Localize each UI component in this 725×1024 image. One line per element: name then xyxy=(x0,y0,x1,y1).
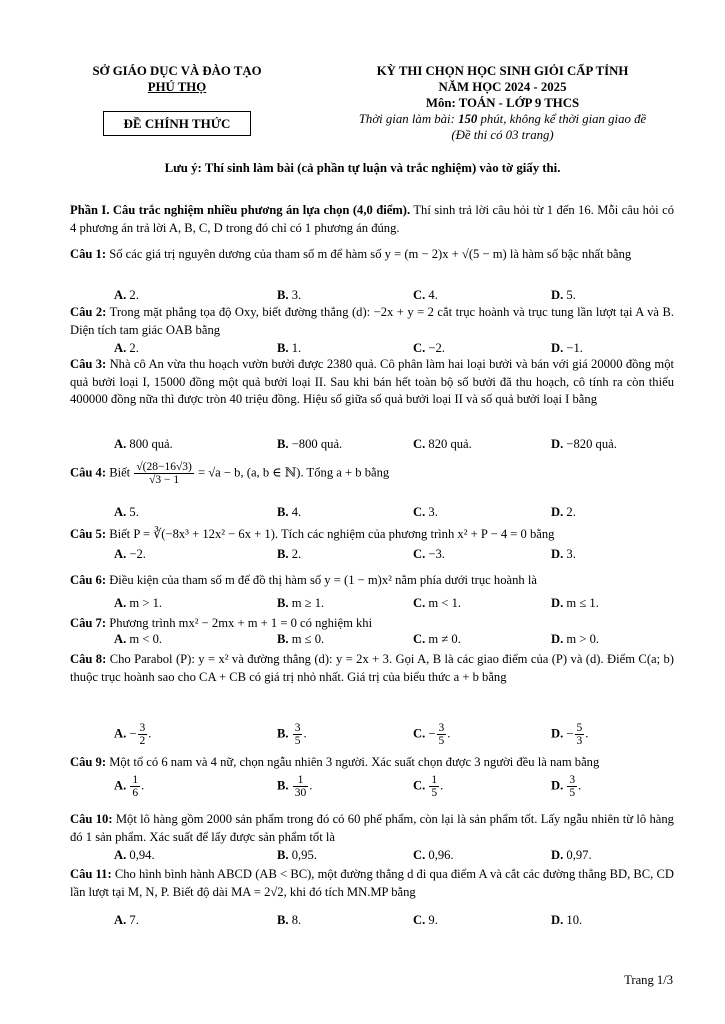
fraction-numerator: √(28−16√3) xyxy=(136,461,192,473)
option-value: m ≤ 0. xyxy=(291,632,325,646)
option-letter: C. xyxy=(413,778,429,793)
fraction-numerator: 1 xyxy=(293,774,309,787)
option-a xyxy=(114,547,146,562)
question-6 xyxy=(70,572,674,590)
option-value: 10. xyxy=(566,913,583,927)
option-period: . xyxy=(447,726,451,741)
option-d xyxy=(551,505,576,520)
option-letter: C. xyxy=(413,848,429,862)
option-value: 3. xyxy=(291,288,302,302)
option-c xyxy=(413,722,450,747)
option-fraction xyxy=(567,774,577,799)
subject-line: Môn: TOÁN - LỚP 9 THCS xyxy=(425,96,580,110)
option-letter: C. xyxy=(413,341,429,355)
question-2 xyxy=(70,304,674,339)
option-fraction xyxy=(437,722,447,747)
option-value: 9. xyxy=(428,913,438,927)
part1-intro xyxy=(70,202,674,237)
option-value: 2. xyxy=(291,547,302,561)
option-a xyxy=(114,774,144,799)
question-text: Một tổ có 6 nam và 4 nữ, chọn ngẫu nhiên 3 người. Xác suất chọn được 3 người đều là nam bằng xyxy=(106,755,600,769)
question-label: Câu 8: xyxy=(70,652,107,666)
fraction-denominator: 5 xyxy=(294,735,301,747)
option-letter: A. xyxy=(114,288,130,302)
question-7 xyxy=(70,615,674,633)
option-a xyxy=(114,632,162,647)
option-a xyxy=(114,722,151,747)
option-c xyxy=(413,505,438,520)
option-value: 800 quả. xyxy=(129,437,173,451)
part1-instructions: Thí sinh trả lời câu hỏi từ 1 đến 16. Mỗi câu hỏi có 4 phương án trả lời A, B, C, D trong đó chỉ có 1 phương án đúng. xyxy=(70,203,674,235)
fraction-numerator: 5 xyxy=(576,722,583,734)
option-b xyxy=(277,913,301,928)
option-value: m > 0. xyxy=(566,632,600,646)
option-value: 2. xyxy=(129,288,139,302)
question-label: Câu 2: xyxy=(70,305,107,319)
exam-header xyxy=(325,63,680,143)
school-year: NĂM HỌC 2024 - 2025 xyxy=(438,80,567,94)
option-letter: C. xyxy=(413,437,429,451)
option-letter: D. xyxy=(551,913,567,927)
option-letter: C. xyxy=(413,505,429,519)
option-d xyxy=(551,596,599,611)
fraction-denominator: 3 xyxy=(576,735,583,747)
option-letter: A. xyxy=(114,505,130,519)
option-letter: A. xyxy=(114,341,130,355)
time-value: 150 xyxy=(458,112,478,126)
option-letter: A. xyxy=(114,547,130,561)
option-sign: − xyxy=(566,726,574,741)
option-value: 3. xyxy=(428,505,438,519)
option-b xyxy=(277,505,301,520)
option-fraction xyxy=(130,774,140,799)
option-letter: A. xyxy=(114,632,130,646)
option-period: . xyxy=(309,778,313,793)
option-value: 5. xyxy=(566,288,576,302)
option-a xyxy=(114,913,139,928)
option-letter: A. xyxy=(114,596,130,610)
question-text: Trong mặt phẳng tọa độ Oxy, biết đường thẳng (d): −2x + y = 2 cắt trục hoành và trục tung lần lượt tại A và B. Diện tích tam giác OAB bằng xyxy=(70,305,674,337)
option-c xyxy=(413,632,461,647)
option-letter: A. xyxy=(114,437,130,451)
option-b xyxy=(277,288,301,303)
option-c xyxy=(413,341,445,356)
option-a xyxy=(114,288,139,303)
option-letter: B. xyxy=(277,848,292,862)
pages-note: (Đề thi có 03 trang) xyxy=(451,128,554,142)
question-label: Câu 10: xyxy=(70,812,113,826)
option-letter: B. xyxy=(277,288,292,302)
option-d xyxy=(551,288,576,303)
option-value: m < 0. xyxy=(129,632,163,646)
option-letter: A. xyxy=(114,726,130,741)
option-value: m < 1. xyxy=(428,596,462,610)
option-letter: D. xyxy=(551,778,567,793)
option-period: . xyxy=(578,778,582,793)
option-value: 4. xyxy=(291,505,302,519)
option-letter: B. xyxy=(277,547,292,561)
option-sign: − xyxy=(129,726,137,741)
option-value: 8. xyxy=(291,913,302,927)
option-d xyxy=(551,437,617,452)
option-b xyxy=(277,341,301,356)
question-label: Câu 11: xyxy=(70,867,112,881)
fraction-denominator: 5 xyxy=(569,787,576,799)
fraction-numerator: 3 xyxy=(438,722,445,734)
province-name: PHÚ THỌ xyxy=(147,80,207,94)
option-c xyxy=(413,437,472,452)
option-value: m ≠ 0. xyxy=(428,632,461,646)
fraction-denominator: 2 xyxy=(139,735,146,747)
option-letter: D. xyxy=(551,288,567,302)
option-value: 3. xyxy=(566,547,576,561)
option-letter: B. xyxy=(277,341,292,355)
option-b xyxy=(277,632,324,647)
option-value: −820 quả. xyxy=(566,437,617,451)
option-period: . xyxy=(303,726,307,741)
option-fraction xyxy=(138,722,148,747)
option-letter: C. xyxy=(413,632,429,646)
option-c xyxy=(413,288,438,303)
option-letter: B. xyxy=(277,596,292,610)
fraction-numerator: 1 xyxy=(431,774,438,786)
option-b xyxy=(277,722,307,747)
department-name: SỞ GIÁO DỤC VÀ ĐÀO TẠO xyxy=(92,64,262,78)
option-letter: C. xyxy=(413,726,429,741)
time-line xyxy=(325,111,680,127)
department-header xyxy=(58,63,296,95)
question-text: Cho hình bình hành ABCD (AB < BC), một đường thẳng d đi qua điểm A và cắt các đường thẳng BD, BC, CD lần lượt tại M, N, P. Biết độ dài MA = 2√2, khi đó tích MN.MP bằng xyxy=(70,867,674,899)
option-fraction xyxy=(293,722,303,747)
option-fraction xyxy=(575,722,585,747)
question-text: Một lô hàng gồm 2000 sản phẩm trong đó có 60 phế phẩm, còn lại là sản phẩm tốt. Lấy ngẫu nhiên từ lô hàng đó 1 sản phẩm. Xác suất để lấy được sản phẩm tốt là xyxy=(70,812,674,844)
option-d xyxy=(551,913,582,928)
option-fraction xyxy=(293,774,309,799)
option-letter: D. xyxy=(551,848,567,862)
option-c xyxy=(413,596,461,611)
question-text: Biết P = ∛(−8x³ + 12x² − 6x + 1). Tích các nghiệm của phương trình x² + P − 4 = 0 bằng xyxy=(106,527,555,541)
option-value: 0,96. xyxy=(428,848,454,862)
option-value: 4. xyxy=(428,288,438,302)
exam-note: Lưu ý: Thí sinh làm bài (cả phần tự luận và trắc nghiệm) vào tờ giấy thi. xyxy=(164,161,561,175)
option-letter: C. xyxy=(413,913,429,927)
option-value: −1. xyxy=(566,341,583,355)
option-c xyxy=(413,547,445,562)
question-label: Câu 7: xyxy=(70,616,107,630)
option-period: . xyxy=(585,726,589,741)
option-letter: C. xyxy=(413,288,429,302)
option-value: −2. xyxy=(428,341,445,355)
option-b xyxy=(277,437,342,452)
option-letter: D. xyxy=(551,547,567,561)
option-letter: B. xyxy=(277,632,292,646)
option-fraction xyxy=(429,774,439,799)
option-letter: D. xyxy=(551,726,567,741)
fraction-numerator: 3 xyxy=(294,722,301,734)
option-b xyxy=(277,774,312,799)
option-value: m ≥ 1. xyxy=(291,596,325,610)
option-letter: D. xyxy=(551,437,567,451)
option-value: 2. xyxy=(566,505,576,519)
fraction-numerator: 1 xyxy=(132,774,139,786)
option-letter: D. xyxy=(551,596,567,610)
option-letter: C. xyxy=(413,547,429,561)
option-letter: B. xyxy=(277,913,292,927)
fraction-denominator: 5 xyxy=(431,787,438,799)
question-text: Phương trình mx² − 2mx + m + 1 = 0 có nghiệm khi xyxy=(106,616,373,630)
page-number: Trang 1/3 xyxy=(624,973,673,987)
option-a xyxy=(114,341,139,356)
option-period: . xyxy=(148,726,152,741)
option-d xyxy=(551,848,592,863)
question-text: Biết xyxy=(106,465,134,480)
fraction-numerator: 3 xyxy=(569,774,576,786)
option-value: 0,94. xyxy=(129,848,155,862)
question-text: Nhà cô An vừa thu hoạch vườn bưởi được 2380 quả. Cô phân làm hai loại bưởi và bán với giá 20000 đồng một quả bưởi loại I, 15000 đồng một quả bưởi loại II. Sau khi bán hết toàn bộ số bưởi đã thu hoạch, cô tính ra còn thiếu 400000 đồng nữa thì được tròn 40 triệu đồng. Hiệu số giữa số quả bưởi loại II và số quả bưởi loại I bằng xyxy=(70,357,674,406)
question-10 xyxy=(70,811,674,846)
option-letter: A. xyxy=(114,913,130,927)
question-11 xyxy=(70,866,674,901)
fraction-denominator: 6 xyxy=(132,787,139,799)
question-text: Điều kiện của tham số m để đồ thị hàm số y = (1 − m)x² nằm phía dưới trục hoành là xyxy=(106,573,537,587)
option-value: −3. xyxy=(428,547,445,561)
question-text: = √a − b, (a, b ∈ ℕ). Tổng a + b bằng xyxy=(194,465,390,480)
option-letter: B. xyxy=(277,778,292,793)
option-c xyxy=(413,913,438,928)
time-suffix: phút, không kể thời gian giao đề xyxy=(477,112,647,126)
option-letter: A. xyxy=(114,848,130,862)
option-d xyxy=(551,722,588,747)
option-value: 7. xyxy=(129,913,139,927)
fraction-denominator: √3 − 1 xyxy=(149,474,180,486)
question-text: Số các giá trị nguyên dương của tham số m để hàm số y = (m − 2)x + √(5 − m) là hàm số bậc nhất bằng xyxy=(106,247,632,261)
question-5 xyxy=(70,526,674,544)
option-letter: B. xyxy=(277,726,292,741)
option-value: 0,95. xyxy=(291,848,317,862)
option-letter: D. xyxy=(551,505,567,519)
question-4 xyxy=(70,461,674,486)
question-9 xyxy=(70,754,674,772)
option-a xyxy=(114,437,173,452)
option-period: . xyxy=(141,778,145,793)
option-value: m > 1. xyxy=(129,596,163,610)
option-sign: − xyxy=(428,726,436,741)
question-label: Câu 9: xyxy=(70,755,107,769)
part1-title: Phần I. Câu trắc nghiệm nhiều phương án lựa chọn (4,0 điểm). xyxy=(70,203,411,217)
option-value: m ≤ 1. xyxy=(566,596,599,610)
option-d xyxy=(551,341,583,356)
option-letter: C. xyxy=(413,596,429,610)
exam-title: KỲ THI CHỌN HỌC SINH GIỎI CẤP TỈNH xyxy=(376,64,629,78)
option-letter: D. xyxy=(551,341,567,355)
option-letter: B. xyxy=(277,437,292,451)
option-a xyxy=(114,848,155,863)
option-value: 820 quả. xyxy=(428,437,472,451)
option-b xyxy=(277,596,324,611)
question-3 xyxy=(70,356,674,409)
question-1 xyxy=(70,246,674,264)
question-label: Câu 6: xyxy=(70,573,107,587)
option-period: . xyxy=(440,778,444,793)
official-exam-badge: ĐỀ CHÍNH THỨC xyxy=(103,111,251,136)
question-text: Cho Parabol (P): y = x² và đường thẳng (d): y = 2x + 3. Gọi A, B là các giao điểm của (P) và (d). Điểm C(a; b) thuộc trục hoành sao cho CA + CB có giá trị nhỏ nhất. Giá trị của biểu thức a + b bằng xyxy=(70,652,674,684)
option-letter: A. xyxy=(114,778,130,793)
option-value: 0,97. xyxy=(566,848,592,862)
question-label: Câu 3: xyxy=(70,357,107,371)
option-letter: D. xyxy=(551,632,567,646)
option-value: −2. xyxy=(129,547,146,561)
fraction-numerator: 3 xyxy=(139,722,146,734)
question-label: Câu 4: xyxy=(70,465,107,480)
option-d xyxy=(551,632,599,647)
fraction-denominator: 30 xyxy=(294,787,307,799)
time-prefix: Thời gian làm bài: xyxy=(358,112,459,126)
fraction-denominator: 5 xyxy=(438,735,445,747)
option-d xyxy=(551,774,581,799)
option-value: 2. xyxy=(129,341,139,355)
question-label: Câu 5: xyxy=(70,527,107,541)
question-label: Câu 1: xyxy=(70,247,107,261)
option-value: −800 quả. xyxy=(291,437,343,451)
option-b xyxy=(277,547,301,562)
option-c xyxy=(413,774,443,799)
option-a xyxy=(114,505,139,520)
option-value: 1. xyxy=(291,341,302,355)
question-8 xyxy=(70,651,674,686)
option-a xyxy=(114,596,162,611)
option-d xyxy=(551,547,576,562)
option-c xyxy=(413,848,454,863)
option-b xyxy=(277,848,317,863)
option-value: 5. xyxy=(129,505,139,519)
option-letter: B. xyxy=(277,505,292,519)
fraction xyxy=(134,461,194,486)
